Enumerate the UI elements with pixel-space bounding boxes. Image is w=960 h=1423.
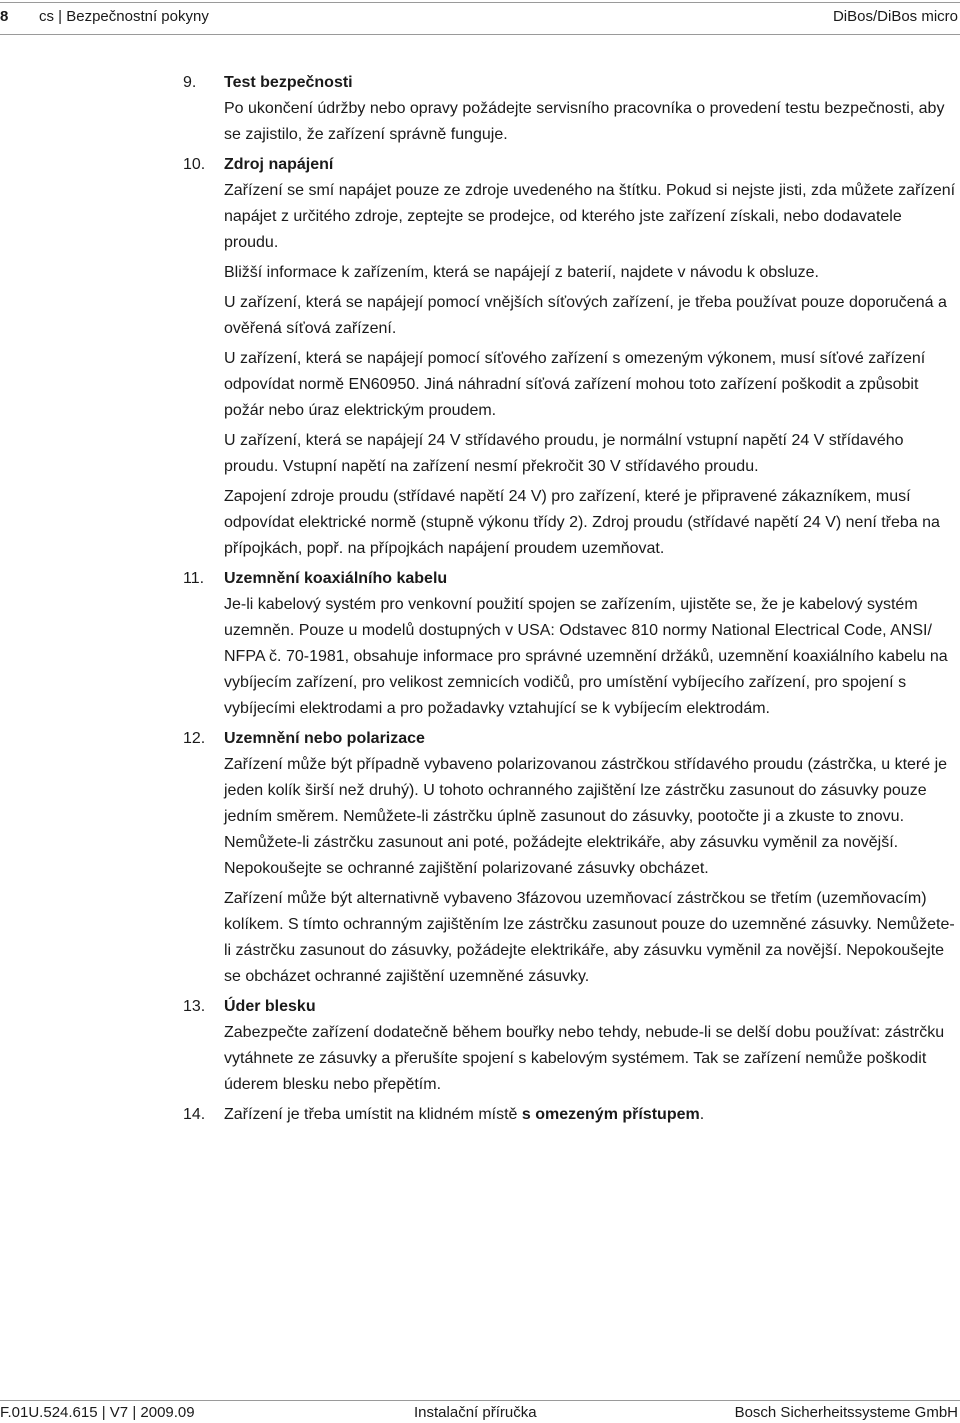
item-number: 10. <box>183 156 206 173</box>
item-paragraph: Bližší informace k zařízením, která se napájejí z baterií, najdete v návodu k obsluze. <box>224 264 819 281</box>
item-title: Test bezpečnosti <box>224 74 353 91</box>
footer-rule <box>0 1400 960 1401</box>
item-paragraph: Zabezpečte zařízení dodatečně během bouřky nebo tehdy, nebude-li se delší dobu používat: zástrčku vytáhnete ze zásuvky a přerušíte spojení s kabelovým systémem. Tak se zařízení nemůže poškodit úderem blesku nebo přepětím. <box>224 1024 945 1093</box>
header-rule-top <box>0 2 960 3</box>
item-paragraph: Zařízení může být alternativně vybaveno 3fázovou uzemňovací zástrčkou se třetím (uzemňovacím) kolíkem. S tímto ochranným zajištěním lze zástrčku zasunout pouze do uzemněné zásuvky. Nemůžete-li zástrčku zasunout do zásuvky, požádejte elektrikáře, aby zásuvku vyměnil za novější. Nepokoušejte se obcházet ochranné zajištění uzemněné zásuvky. <box>224 890 955 985</box>
item-paragraph: Zařízení může být případně vybaveno polarizovanou zástrčkou střídavého proudu (zástrčka, u které je jeden kolík širší než druhý). U tohoto ochranného zajištění lze zástrčku zasunout do zásuvky pouze jedním směrem. Nemůžete-li zástrčku úplně zasunout do zásuvky, pootočte ji a zkuste to znovu. Nemůžete-li zástrčku zasunout ani poté, požádejte elektrikáře, aby zásuvku vyměnil za novější. Nepokoušejte se ochranné zajištění polarizované zásuvky obcházet. <box>224 756 948 877</box>
item-paragraph: Zapojení zdroje proudu (střídavé napětí 24 V) pro zařízení, které je připravené zákazníkem, musí odpovídat elektrické normě (stupně výkonu třídy 2). Zdroj proudu (střídavé napětí 24 V) není třeba na přípojkách, popř. na přípojkách napájení proudem uzemňovat. <box>224 488 940 557</box>
item-text-end: . <box>699 1106 705 1123</box>
item-number: 14. <box>183 1106 206 1123</box>
item-paragraph: U zařízení, která se napájejí pomocí vnějších síťových zařízení, je třeba používat pouze doporučená a ověřená síťová zařízení. <box>224 294 947 337</box>
item-title: Uzemnění nebo polarizace <box>224 730 425 747</box>
document-title: Instalační příručka <box>414 1404 537 1421</box>
page-header <box>0 0 960 36</box>
list-item <box>183 726 958 990</box>
item-emphasis: s omezeným přístupem <box>521 1106 700 1123</box>
page-footer <box>0 1402 960 1423</box>
item-paragraph: Zařízení se smí napájet pouze ze zdroje uvedeného na štítku. Pokud si nejste jisti, zda můžete zařízení napájet z určitého zdroje, zeptejte se prodejce, od kterého jste zařízení získali, nebo dodavatele proudu. <box>224 182 956 251</box>
item-paragraph: Po ukončení údržby nebo opravy požádejte servisního pracovníka o provedení testu bezpečnosti, aby se zajistilo, že zařízení správně funguje. <box>224 100 945 143</box>
item-number: 9. <box>183 74 197 91</box>
list-item <box>183 994 958 1098</box>
item-title: Uzemnění koaxiálního kabelu <box>224 570 448 587</box>
item-paragraph: U zařízení, která se napájejí 24 V střídavého proudu, je normální vstupní napětí 24 V střídavého proudu. Vstupní napětí na zařízení nesmí překročit 30 V střídavého proudu. <box>224 432 904 475</box>
item-paragraph: U zařízení, která se napájejí pomocí síťového zařízení s omezeným výkonem, musí síťové zařízení odpovídat normě EN60950. Jiná náhradní síťová zařízení mohou toto zařízení poškodit a způsobit požár nebo úraz elektrickým proudem. <box>224 350 926 419</box>
item-title: Úder blesku <box>224 998 316 1015</box>
item-number: 13. <box>183 998 206 1015</box>
document-code: F.01U.524.615 | V7 | 2009.09 <box>0 1404 195 1421</box>
list-item <box>183 1102 958 1128</box>
header-product-name: DiBos/DiBos micro <box>832 8 958 25</box>
header-section-title: cs | Bezpečnostní pokyny <box>39 8 209 25</box>
item-paragraph <box>224 1102 958 1128</box>
header-rule-bottom <box>0 34 960 35</box>
publisher-name: Bosch Sicherheitssysteme GmbH <box>734 1404 958 1421</box>
list-item <box>183 152 958 562</box>
item-text: Zařízení je třeba umístit na klidném místě <box>224 1106 522 1123</box>
item-title: Zdroj napájení <box>224 156 334 173</box>
list-item <box>183 70 958 148</box>
item-number: 11. <box>183 570 205 587</box>
item-number: 12. <box>183 730 206 747</box>
list-item <box>183 566 958 722</box>
item-paragraph: Je-li kabelový systém pro venkovní použití spojen se zařízením, ujistěte se, že je kabelový systém uzemněn. Pouze u modelů dostupných v USA: Odstavec 810 normy National Electrical Code, ANSI/ NFPA č. 70-1981, obsahuje informace pro správné uzemnění držáků, uzemnění koaxiálního kabelu na vybíjecím zařízení, pro velikost zemnicích vodičů, pro umístění vybíjecího zařízení, pro spojení s vybíjecími elektrodami a pro požadavky vztahující se k vybíjecím elektrodám. <box>224 596 948 717</box>
safety-instructions-list <box>183 70 958 1132</box>
page-number: 8 <box>0 8 9 25</box>
